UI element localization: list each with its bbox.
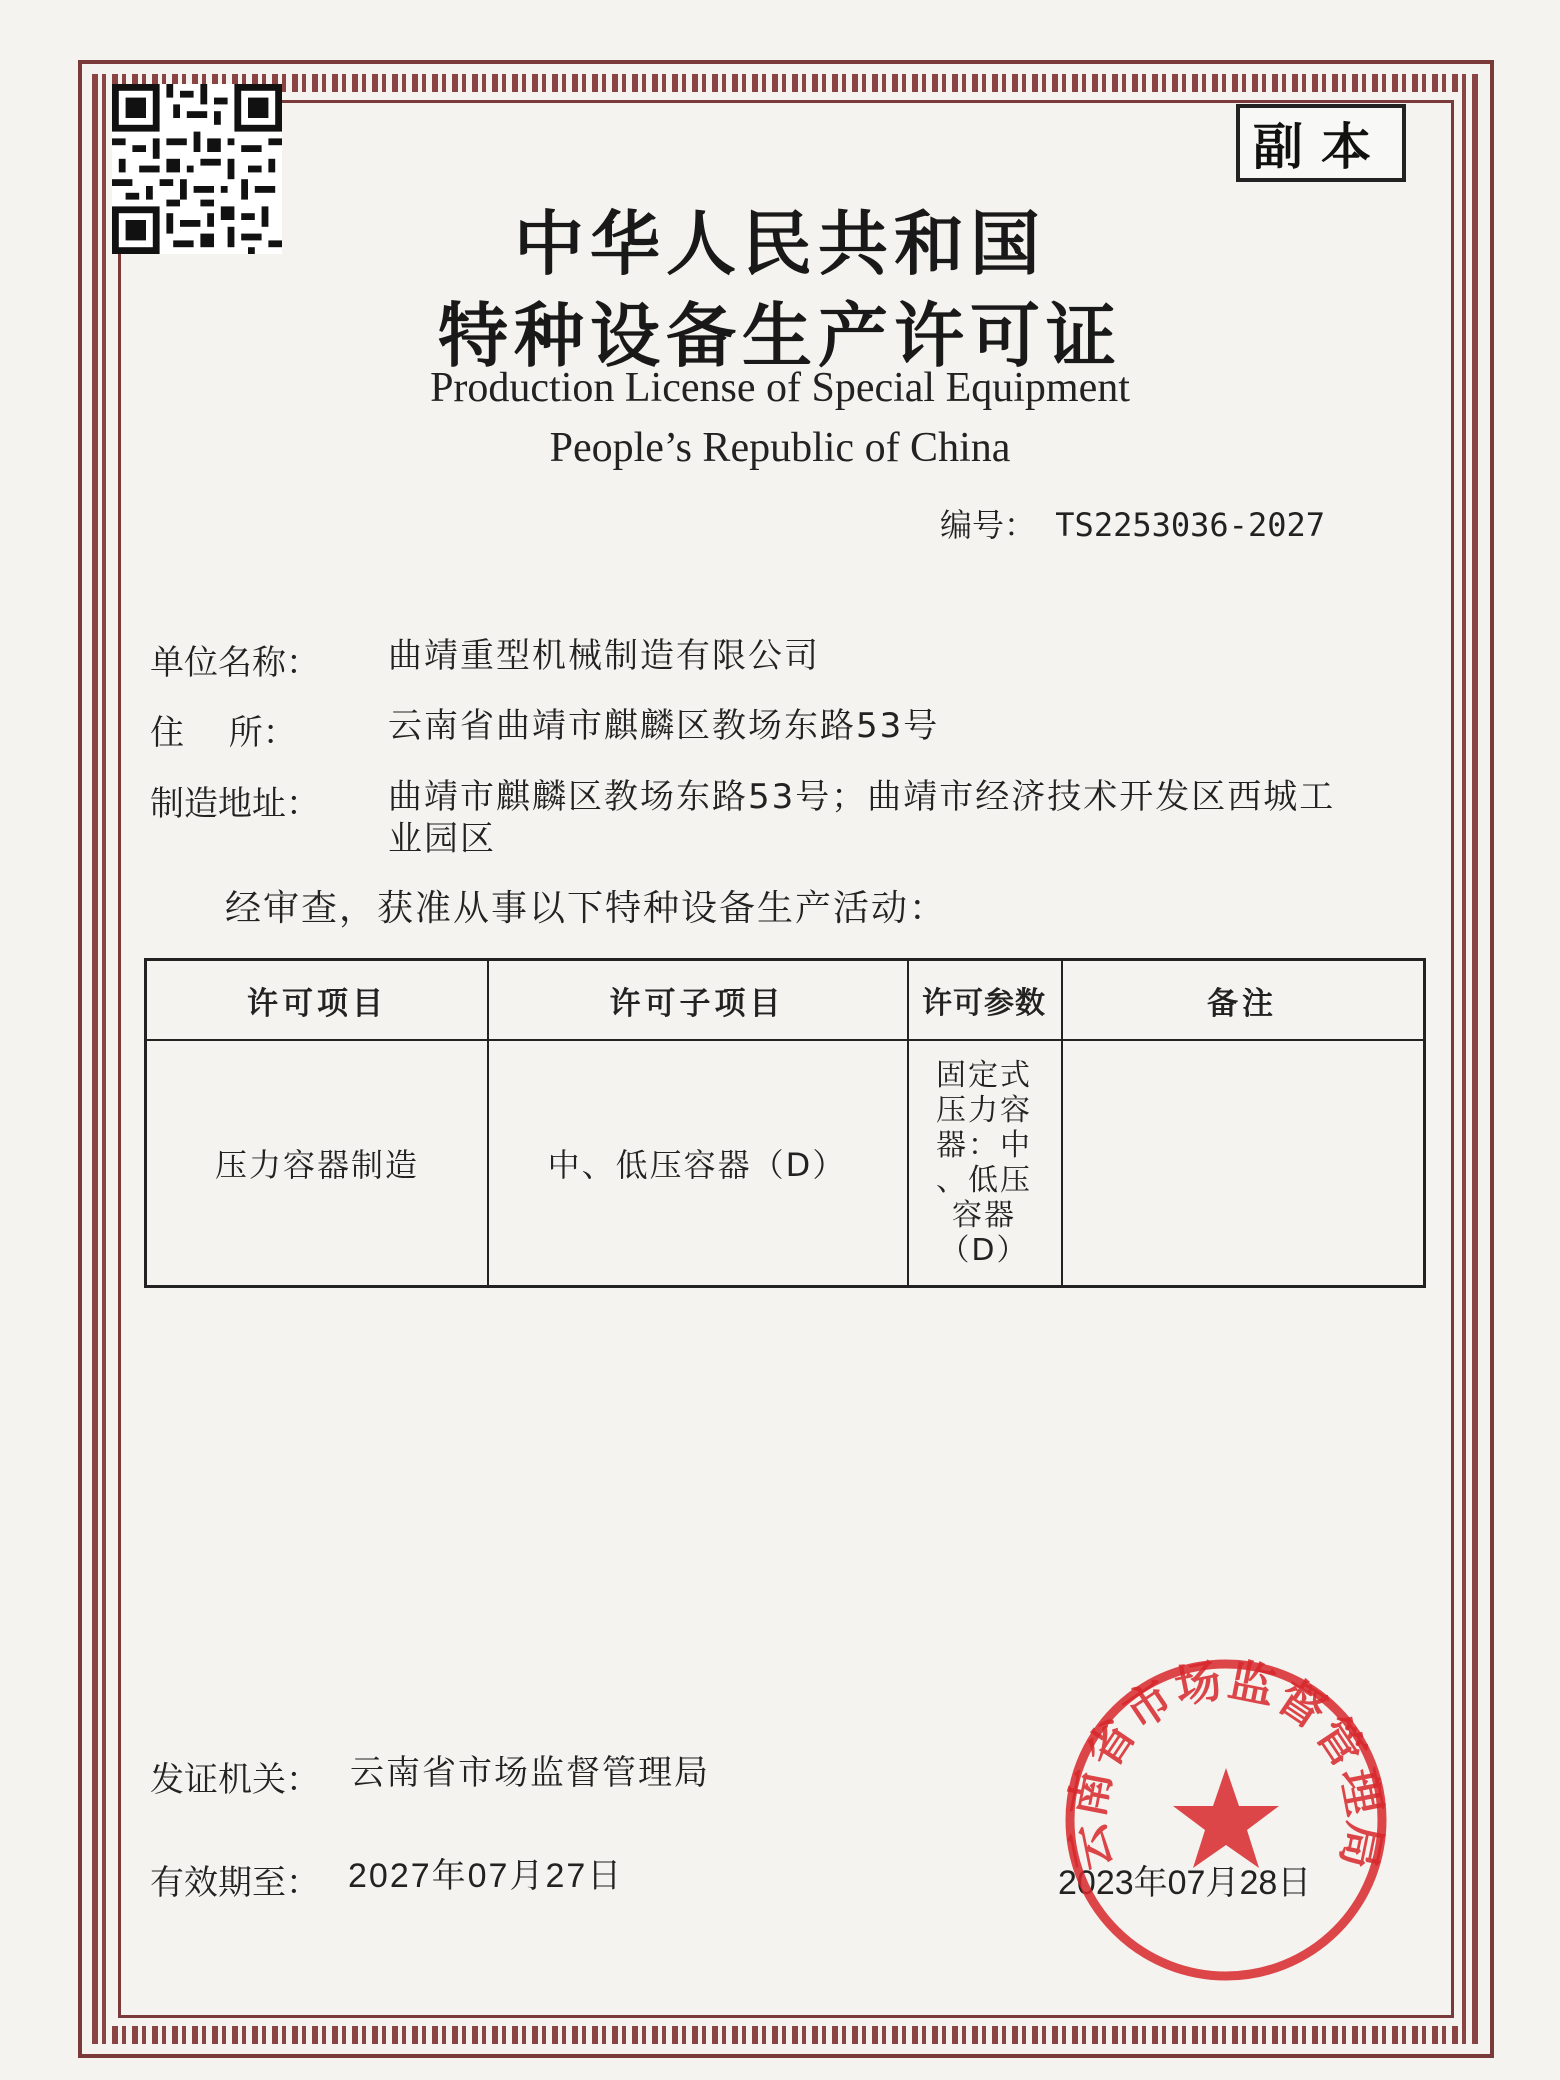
unit-name-value: 曲靖重型机械制造有限公司 [388, 636, 820, 676]
header-permit-item: 许可项目 [247, 985, 387, 1022]
cell-permit-parameter: 固定式 压力容 器：中 、低压 容器 （D） [936, 1058, 1032, 1268]
approval-statement: 经审查，获准从事以下特种设备生产活动： [225, 888, 948, 929]
manufacturing-address-label: 制造地址： [150, 784, 320, 824]
license-number [940, 500, 1325, 546]
valid-until-label: 有效期至： [150, 1863, 320, 1903]
issuing-authority-value: 云南省市场监督管理局 [350, 1753, 710, 1793]
address-label: 住 所： [150, 713, 297, 753]
license-number-label: 编号： [940, 506, 1037, 544]
issuing-authority-label: 发证机关： [150, 1760, 320, 1800]
unit-name-label: 单位名称： [150, 643, 320, 683]
valid-until-value: 2027年07月27日 [348, 1857, 624, 1895]
title-en-line-1: Production License of Special Equipment [430, 365, 1130, 411]
manufacturing-address-value: 曲靖市麒麟区教场东路53号；曲靖市经济技术开发区西城工业园区 [388, 777, 1336, 859]
cell-permit-item: 压力容器制造 [214, 1146, 419, 1184]
header-permit-subitem: 许可子项目 [609, 985, 785, 1022]
address-value: 云南省曲靖市麒麟区教场东路53号 [388, 706, 940, 746]
official-seal-icon [1056, 1650, 1396, 1990]
title-cn-line-2: 特种设备生产许可证 [438, 295, 1122, 377]
title-cn-line-1: 中华人民共和国 [514, 203, 1046, 285]
header-remarks: 备注 [1207, 985, 1277, 1022]
issue-date: 2023年07月28日 [1058, 1864, 1312, 1902]
license-number-value: TS2253036-2027 [1055, 506, 1325, 544]
title-en-line-2: People’s Republic of China [549, 425, 1011, 471]
seal-text: 云南省市场监督管理局 [1059, 1652, 1393, 1876]
cell-permit-subitem: 中、低压容器（D） [547, 1146, 847, 1184]
cell-remarks [1061, 1041, 1423, 1285]
permit-table [144, 958, 1426, 1288]
copy-label-box: 副本 [1236, 104, 1406, 182]
header-permit-parameter: 许可参数 [922, 986, 1046, 1021]
